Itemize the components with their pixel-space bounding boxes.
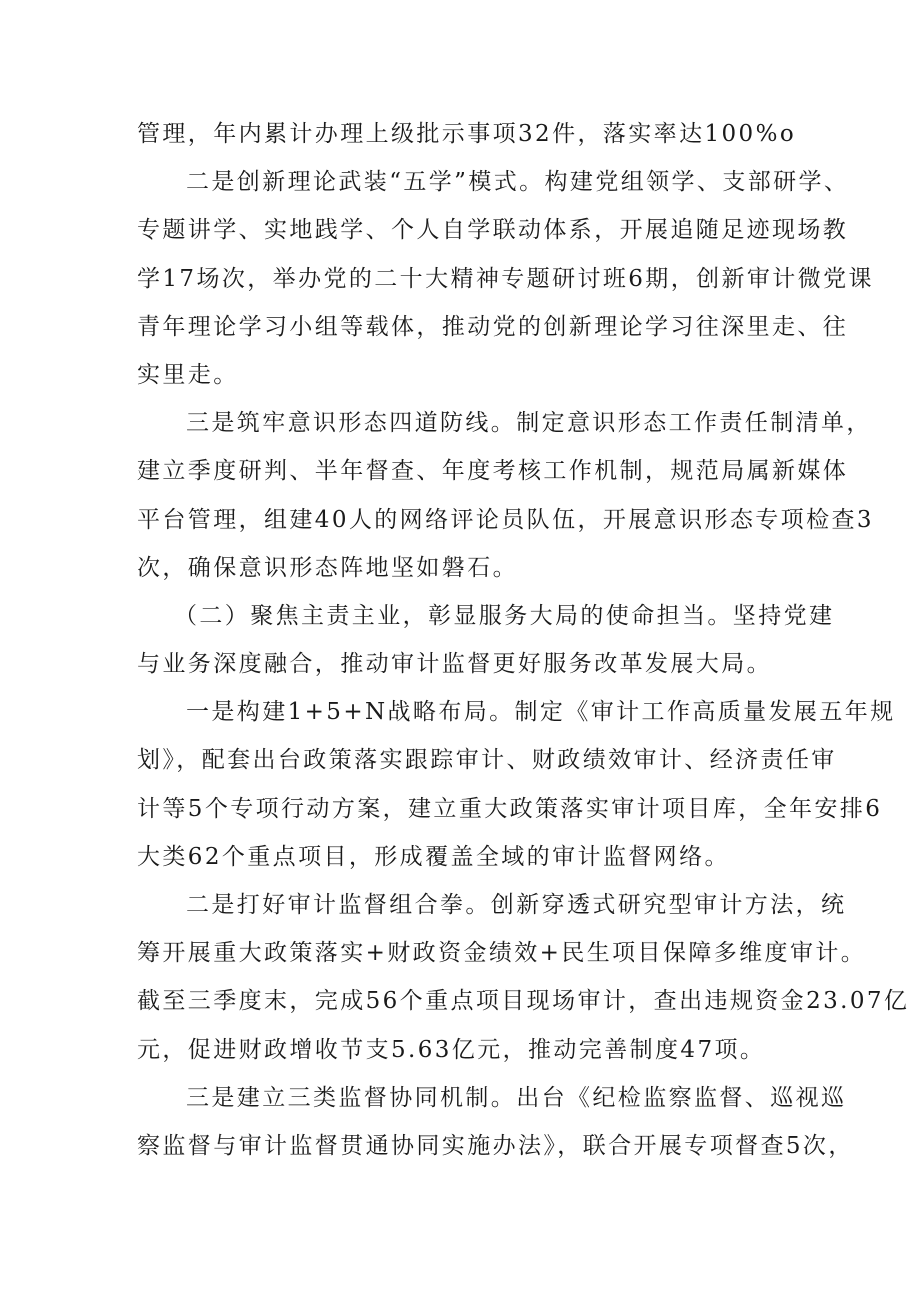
paragraph-line: 一是构建1+5+N战略布局。制定《审计工作高质量发展五年规 bbox=[186, 699, 896, 726]
paragraph-line: 专题讲学、实地践学、个人自学联动体系，开展追随足迹现场教 bbox=[137, 217, 849, 244]
paragraph-line: 平台管理，组建40人的网络评论员队伍，开展意识形态专项检查3 bbox=[137, 506, 874, 533]
paragraph-line: 筹开展重大政策落实+财政资金绩效+民生项目保障多维度审计。 bbox=[137, 940, 867, 967]
paragraph-line: 次，确保意识形态阵地坚如磐石。 bbox=[137, 554, 518, 581]
paragraph-line: 建立季度研判、半年督查、年度考核工作机制，规范局属新媒体 bbox=[137, 458, 849, 485]
paragraph-line: 计等5个专项行动方案，建立重大政策落实审计项目库，全年安排6 bbox=[137, 795, 883, 822]
paragraph-line: 青年理论学习小组等载体，推动党的创新理论学习往深里走、往 bbox=[137, 313, 849, 340]
paragraph-line: 大类62个重点项目，形成覆盖全域的审计监督网络。 bbox=[137, 843, 730, 870]
paragraph-line: 学17场次，举办党的二十大精神专题研讨班6期，创新审计微党课 bbox=[137, 265, 874, 292]
paragraph-line: 截至三季度末，完成56个重点项目现场审计，查出违规资金23.07亿 bbox=[137, 988, 910, 1015]
paragraph-line: 三是筑牢意识形态四道防线。制定意识形态工作责任制清单， bbox=[186, 410, 872, 437]
section-heading-line: 与业务深度融合，推动审计监督更好服务改革发展大局。 bbox=[137, 651, 772, 678]
paragraph-continuation-line: 管理，年内累计办理上级批示事项32件，落实率达100%o bbox=[137, 121, 797, 147]
paragraph-line: 察监督与审计监督贯通协同实施办法》，联合开展专项督查5次， bbox=[137, 1132, 854, 1159]
paragraph-line: 实里走。 bbox=[137, 361, 239, 388]
paragraph-line: 元，促进财政增收节支5.63亿元，推动完善制度47项。 bbox=[137, 1036, 766, 1063]
paragraph-line: 划》，配套出台政策落实跟踪审计、财政绩效审计、经济责任审 bbox=[137, 747, 837, 774]
paragraph-line: 三是建立三类监督协同机制。出台《纪检监察监督、巡视巡 bbox=[186, 1084, 847, 1111]
section-heading-line: （二）聚焦主责主业，彰显服务大局的使命担当。坚持党建 bbox=[174, 602, 835, 629]
paragraph-line: 二是打好审计监督组合拳。创新穿透式研究型审计方法，统 bbox=[186, 892, 847, 918]
paragraph-line: 二是创新理论武装“五学”模式。构建党组领学、支部研学、 bbox=[186, 169, 850, 196]
document-body bbox=[137, 110, 910, 1170]
